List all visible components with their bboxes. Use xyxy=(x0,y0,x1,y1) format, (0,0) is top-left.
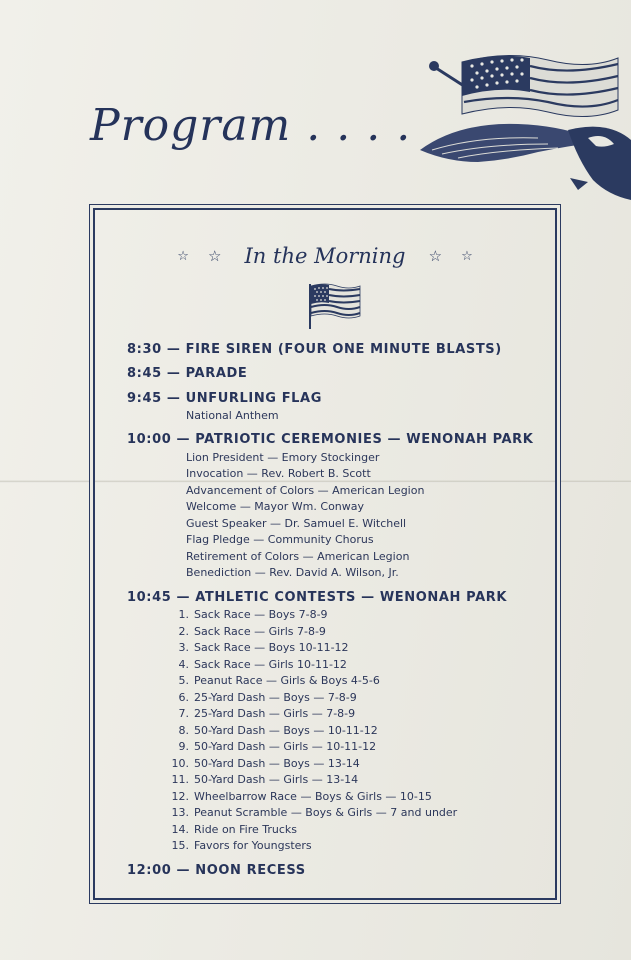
schedule-item: Benediction — Rev. David A. Wilson, Jr. xyxy=(186,566,399,579)
contest-item: 1. Sack Race — Boys 7-8-9 xyxy=(178,608,328,621)
morning-heading-row xyxy=(95,244,555,268)
schedule-time: 8:45 xyxy=(127,366,162,381)
schedule-event: FIRE SIREN (FOUR ONE MINUTE BLASTS) xyxy=(185,342,502,357)
schedule-event: NOON RECESS xyxy=(195,863,306,878)
star-icon: ☆ xyxy=(461,248,473,264)
schedule-event: ATHLETIC CONTESTS — WENONAH PARK xyxy=(195,590,508,605)
contest-item: 15. Favors for Youngsters xyxy=(171,839,312,852)
contest-item: 10. 50-Yard Dash — Boys — 13-14 xyxy=(171,757,360,770)
schedule-item: Flag Pledge — Community Chorus xyxy=(186,533,374,546)
contest-item: 4. Sack Race — Girls 10-11-12 xyxy=(178,658,347,671)
schedule-item: Retirement of Colors — American Legion xyxy=(186,550,410,563)
contest-item: 9. 50-Yard Dash — Girls — 10-11-12 xyxy=(178,740,377,753)
schedule-item: Invocation — Rev. Robert B. Scott xyxy=(186,467,371,480)
schedule-event: PARADE xyxy=(185,366,248,381)
schedule-item: Guest Speaker — Dr. Samuel E. Witchell xyxy=(186,517,407,530)
schedule-event: PATRIOTIC CEREMONIES — WENONAH PARK xyxy=(195,432,534,447)
schedule-time: 10:45 xyxy=(127,590,172,605)
schedule-heading: 12:00 — NOON RECESS xyxy=(127,863,306,878)
schedule-heading: 10:45 — ATHLETIC CONTESTS — WENONAH PARK xyxy=(127,590,508,605)
schedule-item: Lion President — Emory Stockinger xyxy=(186,451,380,464)
schedule-time: 8:30 xyxy=(127,342,162,357)
schedule-item: Welcome — Mayor Wm. Conway xyxy=(186,500,365,513)
schedule-heading: 9:45 — UNFURLING FLAG xyxy=(127,391,322,406)
contest-item: 6. 25-Yard Dash — Boys — 7-8-9 xyxy=(178,691,357,704)
schedule-item: Advancement of Colors — American Legion xyxy=(186,484,425,497)
schedule-heading: 8:45 — PARADE xyxy=(127,366,248,381)
contest-item: 7. 25-Yard Dash — Girls — 7-8-9 xyxy=(178,707,356,720)
contest-item: 14. Ride on Fire Trucks xyxy=(171,823,298,836)
schedule-time: 10:00 xyxy=(127,432,172,447)
program-frame xyxy=(93,208,557,900)
morning-heading: In the Morning xyxy=(244,244,406,268)
star-icon: ☆ xyxy=(177,248,189,264)
schedule-event: UNFURLING FLAG xyxy=(185,391,322,406)
schedule-item: National Anthem xyxy=(186,409,279,422)
schedule-heading: 8:30 — FIRE SIREN (FOUR ONE MINUTE BLASTS) xyxy=(127,342,502,357)
american-flag-icon xyxy=(307,282,361,330)
contest-item: 12. Wheelbarrow Race — Boys & Girls — 10-15 xyxy=(171,790,432,803)
contest-item: 8. 50-Yard Dash — Boys — 10-11-12 xyxy=(178,724,378,737)
schedule-heading: 10:00 — PATRIOTIC CEREMONIES — WENONAH PARK xyxy=(127,432,534,447)
star-icon: ☆ xyxy=(207,247,222,265)
star-icon: ☆ xyxy=(428,247,443,265)
contest-item: 3. Sack Race — Boys 10-11-12 xyxy=(178,641,349,654)
schedule-time: 9:45 xyxy=(127,391,162,406)
eagle-flag-emblem xyxy=(418,50,631,200)
contest-item: 11. 50-Yard Dash — Girls — 13-14 xyxy=(171,773,359,786)
page-title: Program . . . . xyxy=(90,100,412,151)
schedule-time: 12:00 xyxy=(127,863,172,878)
contest-item: 13. Peanut Scramble — Boys & Girls — 7 and under xyxy=(171,806,458,819)
contest-item: 2. Sack Race — Girls 7-8-9 xyxy=(178,625,326,638)
contest-item: 5. Peanut Race — Girls & Boys 4-5-6 xyxy=(178,674,380,687)
